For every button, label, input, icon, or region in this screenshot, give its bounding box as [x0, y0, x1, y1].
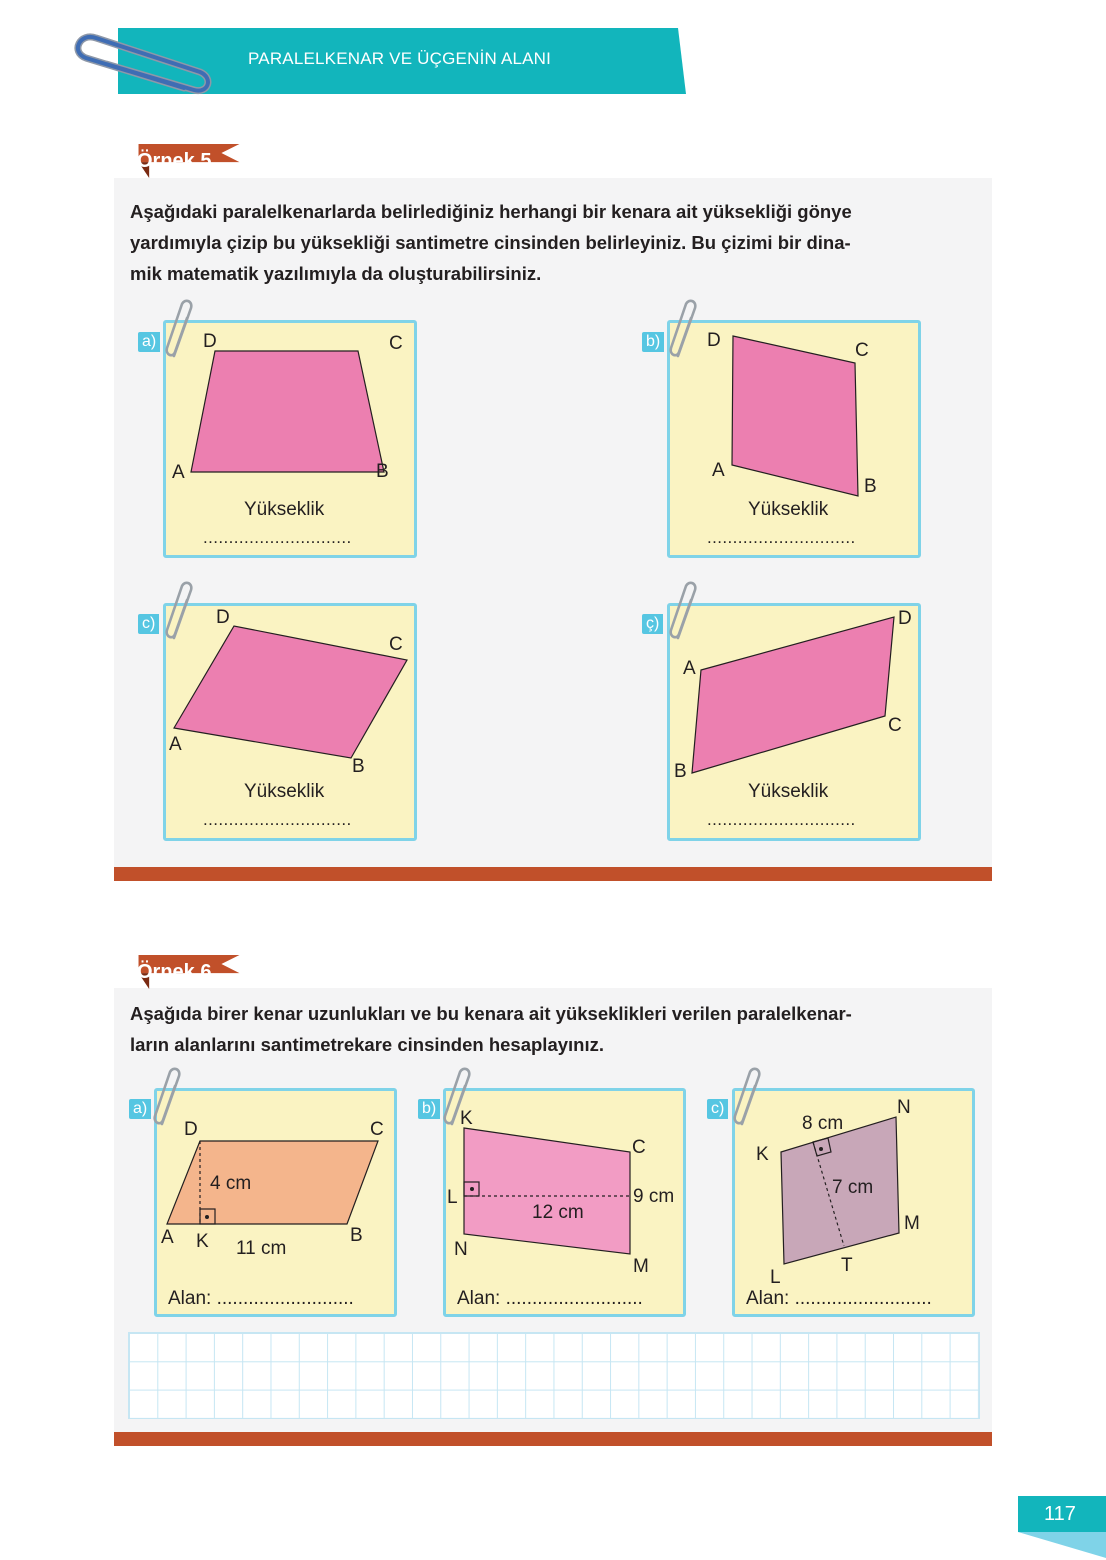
- question-line: ların alanlarını santimetrekare cinsinden hesaplayınız.: [130, 1034, 604, 1055]
- question-line: Aşağıda birer kenar uzunlukları ve bu kenara ait yükseklikleri verilen paralelkenar-: [130, 1003, 852, 1024]
- side-dimension: 8 cm: [802, 1113, 844, 1134]
- parallelogram-c: [163, 603, 417, 841]
- point-label: D: [707, 330, 721, 351]
- height-label: Yükseklik: [748, 781, 829, 802]
- card-tab-c: c): [138, 614, 159, 634]
- point-label: C: [888, 715, 902, 736]
- point-label: B: [352, 756, 365, 777]
- point-label: C: [370, 1119, 384, 1140]
- answer-blank[interactable]: .............................: [203, 810, 352, 829]
- example5-bottom-bar: [114, 867, 992, 881]
- parallelogram-cc: [667, 603, 921, 841]
- height-dimension: 12 cm: [532, 1202, 584, 1223]
- point-label: D: [216, 607, 230, 628]
- card-tab-b: b): [418, 1099, 440, 1119]
- point-label: N: [454, 1239, 468, 1260]
- height-label: Yükseklik: [244, 781, 325, 802]
- card-tab-c: c): [707, 1099, 728, 1119]
- answer-grid[interactable]: [128, 1332, 980, 1419]
- height-dimension: 7 cm: [832, 1177, 874, 1198]
- point-label: B: [864, 476, 877, 497]
- side-dimension: 9 cm: [633, 1186, 675, 1207]
- card-tab-b: b): [642, 332, 664, 352]
- paperclip-icon: [66, 14, 216, 94]
- point-label: M: [633, 1256, 649, 1277]
- point-label: A: [169, 734, 182, 755]
- point-label: B: [674, 761, 687, 782]
- base-dimension: 11 cm: [236, 1238, 287, 1259]
- answer-blank[interactable]: .............................: [203, 528, 352, 547]
- height-dimension: 4 cm: [210, 1173, 252, 1194]
- card-tab-a: a): [138, 332, 160, 352]
- point-label: C: [389, 333, 403, 354]
- page-number: 117: [1044, 1503, 1076, 1525]
- point-label: K: [460, 1108, 473, 1129]
- answer-blank[interactable]: .............................: [707, 810, 856, 829]
- point-label: D: [184, 1119, 198, 1140]
- point-label: T: [841, 1255, 853, 1276]
- example5-label: Örnek 5: [137, 150, 212, 172]
- point-label: C: [389, 634, 403, 655]
- point-label: B: [376, 461, 389, 482]
- area-answer[interactable]: Alan: ..........................: [746, 1288, 932, 1309]
- card-tab-cc: ç): [642, 614, 663, 634]
- parallelogram-b: [667, 320, 921, 558]
- question-line: mik matematik yazılımıyla da oluşturabilirsiniz.: [130, 263, 542, 284]
- point-label: D: [203, 331, 217, 352]
- area-answer[interactable]: Alan: ..........................: [168, 1288, 354, 1309]
- point-label: A: [161, 1227, 174, 1248]
- example6-label: Örnek 6: [137, 961, 212, 983]
- parallelogram-a: [163, 320, 417, 558]
- point-label: A: [172, 462, 185, 483]
- example6-question: [130, 998, 980, 1060]
- point-label: N: [897, 1097, 911, 1118]
- point-label: K: [196, 1231, 209, 1252]
- point-label: D: [898, 608, 912, 629]
- height-label: Yükseklik: [244, 499, 325, 520]
- question-line: Aşağıdaki paralelkenarlarda belirlediğiniz herhangi bir kenara ait yüksekliği gönye: [130, 201, 852, 222]
- point-label: A: [712, 460, 725, 481]
- height-label: Yükseklik: [748, 499, 829, 520]
- point-label: L: [447, 1187, 458, 1208]
- answer-blank[interactable]: .............................: [707, 528, 856, 547]
- area-answer[interactable]: Alan: ..........................: [457, 1288, 643, 1309]
- point-label: C: [632, 1137, 646, 1158]
- card-tab-a: a): [129, 1099, 151, 1119]
- point-label: L: [770, 1267, 781, 1288]
- point-label: B: [350, 1225, 363, 1246]
- question-line: yardımıyla çizip bu yüksekliği santimetre cinsinden belirleyiniz. Bu çizimi bir dina-: [130, 232, 851, 253]
- point-label: A: [683, 658, 696, 679]
- example5-question: [130, 196, 980, 289]
- point-label: C: [855, 340, 869, 361]
- parallelogram-6c: [732, 1088, 975, 1317]
- point-label: K: [756, 1144, 769, 1165]
- header-title: PARALELKENAR VE ÜÇGENİN ALANI: [248, 49, 552, 68]
- point-label: M: [904, 1213, 920, 1234]
- example6-bottom-bar: [114, 1432, 992, 1446]
